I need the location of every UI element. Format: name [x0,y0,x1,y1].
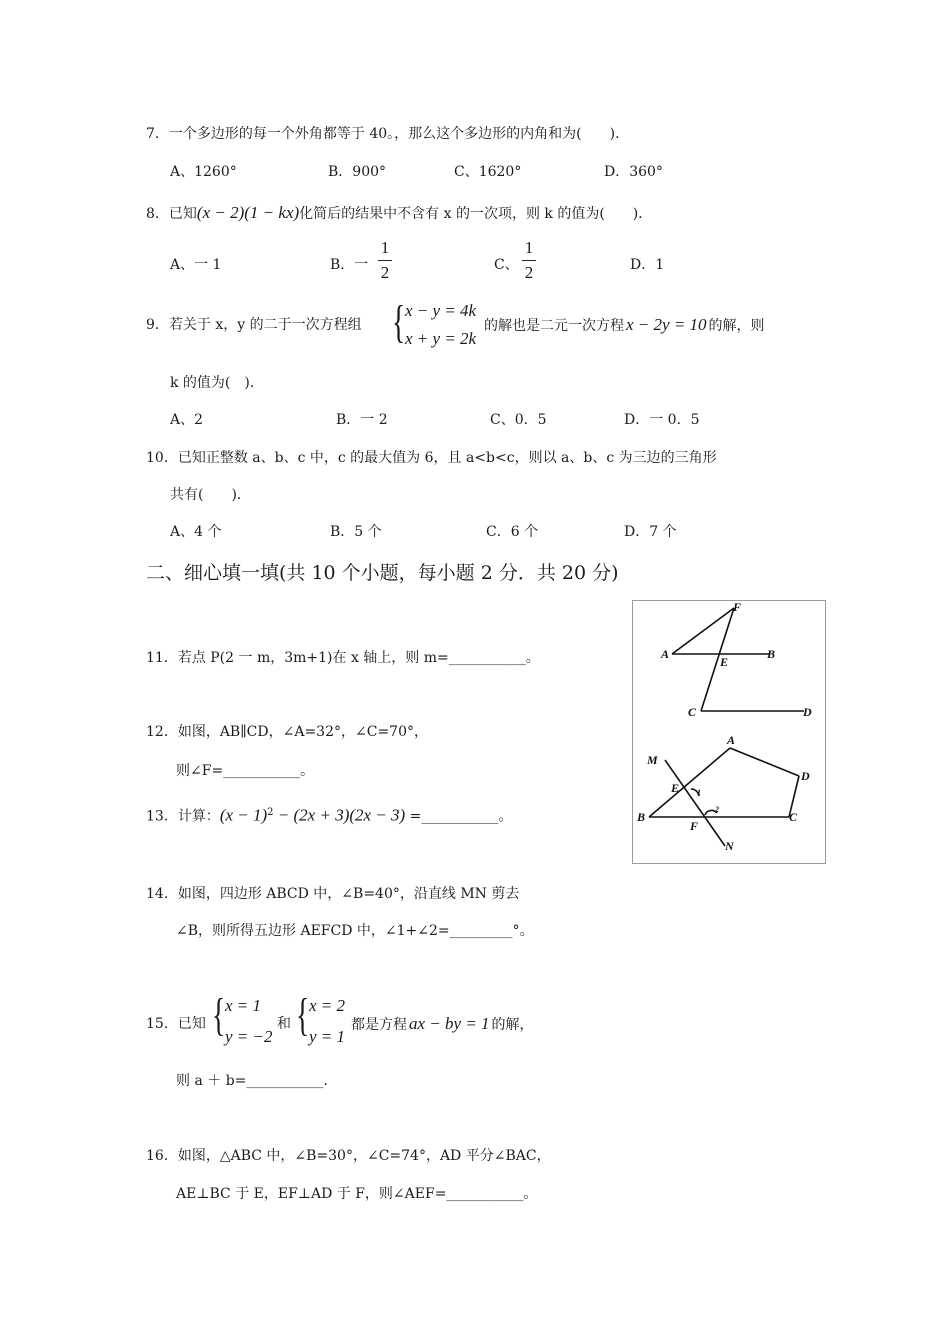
q8-option-b-fraction [378,238,392,283]
q10-line1: 10．已知正整数 a、b、c 中，c 的最大值为 6，且 a<b<c，则以 a、b、c 为三边的三角形 [146,450,717,466]
line-af [672,608,734,654]
label-bottom-6: B [637,810,646,824]
q8-option-a: A、一 1 [170,257,222,273]
q7-option-d: D．360° [604,164,663,180]
q7-option-c: C、1620° [454,164,522,180]
q8-stem [146,203,652,224]
geometry-figure [632,600,826,864]
q15-system-1-eq1: x = 1 [225,996,262,1015]
figure-14-quadrilateral [649,748,799,846]
label-top-0: F [733,601,742,614]
q9-equation-2: x + y = 2k [405,329,477,348]
label-top-2: E [720,655,729,669]
q9-equation-3: x − 2y = 10 [626,315,707,334]
q9-post: 的解，则 [708,318,765,334]
figure-14-labels [636,733,810,853]
q9-pre: 9．若关于 x，y 的二于一次方程组 [146,317,362,333]
q9-option-a: A、2 [170,412,204,428]
q10-option-b: B．5 个 [330,524,382,540]
q14-line2: ∠B，则所得五边形 AEFCD 中，∠1+∠2=_________°。 [176,923,534,939]
q10-option-c: C．6 个 [486,524,539,540]
q11-text: 11．若点 P(2 一 m，3m+1)在 x 轴上，则 m=___________。 [146,650,540,666]
q9-option-d: D．一 0．5 [624,412,700,428]
q10-line2: 共有( )． [170,487,251,503]
q9-mid-text: 的解也是二元一次方程 [484,318,624,334]
label-bottom-7: F [690,819,699,833]
q14-line1: 14．如图，四边形 ABCD 中，∠B=40°，沿直线 MN 剪去 [146,886,520,902]
line-ad [730,748,799,776]
q10-option-d: D．7 个 [624,524,677,540]
section-2-heading: 二、细心填一填(共 10 个小题，每小题 2 分．共 20 分) [146,562,619,584]
q8-option-c-fraction [522,238,536,283]
q8-option-d: D．1 [630,257,665,273]
q9-equation-1: x − y = 4k [405,301,477,320]
label-bottom-1: A [727,733,736,747]
q16-line1: 16．如图，△ABC 中，∠B=30°，∠C=74°，AD 平分∠BAC， [146,1148,551,1164]
label-bottom-5: 2 [715,805,719,814]
line-mn [665,760,725,846]
q13-text [146,803,512,827]
label-top-1: A [661,647,670,661]
q7-option-a: A、1260° [170,164,237,180]
q9-system-brace: { [392,296,406,347]
label-top-3: B [767,647,776,661]
label-top-5: D [803,705,812,719]
label-top-4: C [688,705,697,719]
label-bottom-2: D [801,769,810,783]
q15-post: 的解， [491,1017,534,1033]
label-bottom-4: 1 [697,788,701,797]
q9-line2: k 的值为( )． [170,375,264,391]
q8-option-b-prefix: B．一 [330,257,369,273]
q15-mid [351,1014,534,1035]
q15-system-2-eq2: y = 1 [309,1027,346,1046]
q8-expression: (x − 2)(1 − kx) [196,203,300,222]
q8-option-b-numerator: 1 [380,238,390,257]
q9-option-b: B．一 2 [336,412,388,428]
label-bottom-8: C [789,810,798,824]
q8-post: 化简后的结果中不含有 x 的一次项，则 k 的值为( )． [299,206,653,222]
q8-pre: 8．已知 [146,206,197,222]
q8-option-c-prefix: C、 [494,257,519,273]
q13-expression-1: (x − 1) [219,805,268,825]
label-bottom-9: N [725,839,734,853]
q12-line1: 12．如图，AB∥CD，∠A=32°，∠C=70°， [146,724,428,740]
q13-exponent: 2 [267,807,274,818]
q15-system-1-eq2: y = −2 [225,1027,273,1046]
q12-line2: 则∠F=___________。 [176,763,315,779]
q8-option-c-numerator: 1 [524,238,534,257]
figure-12-labels [660,601,812,719]
q15-equation: ax − by = 1 [409,1014,490,1033]
q15-and: 和 [277,1016,291,1032]
q16-line2: AE⊥BC 于 E，EF⊥AD 于 F，则∠AEF=___________。 [176,1186,538,1202]
q13-pre: 13．计算： [146,808,220,825]
q8-option-c-denominator: 2 [524,263,534,282]
label-bottom-3: E [671,781,680,795]
figure-12-parallel-lines [672,608,804,711]
q13-post: =___________。 [405,808,513,825]
line-fc [701,608,734,711]
q15-system-1-brace: { [212,989,226,1040]
q15-system-2-brace: { [296,989,310,1040]
label-bottom-0: M [647,753,658,767]
q15-pre: 15．已知 [146,1016,206,1032]
q9-option-c: C、0．5 [490,412,547,428]
q15-system-2-eq1: x = 2 [309,996,346,1015]
q7-option-b: B．900° [328,164,387,180]
q9-mid [484,315,765,336]
q8-option-b-denominator: 2 [380,263,390,282]
q15-mid-text: 都是方程 [351,1017,407,1033]
q15-line2: 则 a ＋ b=___________. [176,1073,328,1089]
q7-stem: 7．一个多边形的每一个外角都等于 40。，那么这个多边形的内角和为( )． [146,126,630,142]
q13-expression-2: − (2x + 3)(2x − 3) [273,805,406,825]
geometry-figure-svg [633,601,825,863]
q10-option-a: A、4 个 [170,524,222,540]
